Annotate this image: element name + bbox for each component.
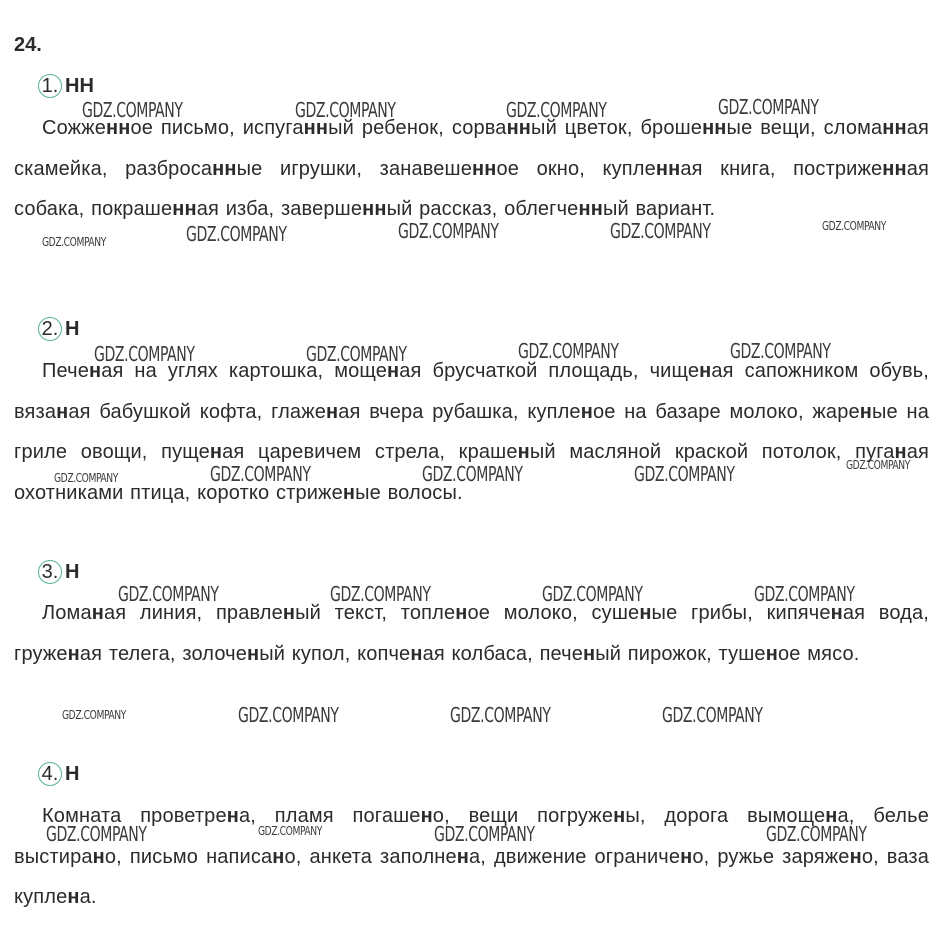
highlighted-letters: н (67, 886, 80, 908)
highlighted-letters: нн (362, 198, 387, 220)
watermark: GDZ.COMPANY (398, 219, 499, 243)
section-label: Н (65, 561, 80, 583)
highlighted-letters: н (455, 602, 468, 624)
watermark: GDZ.COMPANY (42, 235, 106, 249)
highlighted-letters: н (326, 400, 339, 423)
highlighted-letters: н (92, 845, 105, 868)
highlighted-letters: нн (655, 157, 681, 180)
highlighted-letters: нн (212, 157, 237, 180)
watermark: GDZ.COMPANY (295, 98, 396, 122)
highlighted-letters: н (680, 845, 693, 868)
watermark: GDZ.COMPANY (542, 582, 643, 606)
highlighted-letters: н (410, 642, 423, 665)
section-4-text: Комната проветрена, пламя погашено, вещи погружены, дорога вымощена, белье выстирано, письмо написано, анкета заполнена, движение ограничено, ружье заряжено, ваза куплена. (14, 805, 929, 908)
highlighted-letters: н (67, 642, 80, 665)
highlighted-letters: н (226, 805, 239, 827)
highlighted-letters: н (456, 845, 469, 868)
section-number: 4. (38, 762, 62, 786)
exercise-number: 24. (14, 34, 42, 56)
section-3-heading (38, 560, 79, 584)
watermark: GDZ.COMPANY (238, 703, 339, 727)
section-1-heading (38, 74, 94, 98)
watermark: GDZ.COMPANY (62, 708, 126, 722)
watermark: GDZ.COMPANY (94, 342, 195, 366)
watermark: GDZ.COMPANY (434, 822, 535, 846)
highlighted-letters: нн (472, 157, 497, 180)
section-number: 2. (38, 317, 62, 341)
highlighted-letters: н (849, 845, 862, 868)
highlighted-letters: н (247, 642, 260, 665)
watermark: GDZ.COMPANY (518, 339, 619, 363)
watermark: GDZ.COMPANY (846, 458, 910, 472)
watermark: GDZ.COMPANY (730, 339, 831, 363)
watermark: GDZ.COMPANY (82, 98, 183, 122)
section-1-text: Сожженное письмо, испуганный ребенок, сорванный цветок, брошенные вещи, сломанная скамейка, разбросанные игрушки, занавешенное окно, купленная книга, постриженная собака, покрашенная изба, завершенный рассказ, облегченный вариант. (14, 117, 930, 220)
watermark: GDZ.COMPANY (718, 95, 819, 119)
highlighted-letters: н (825, 805, 838, 827)
section-number: 1. (38, 74, 62, 98)
watermark: GDZ.COMPANY (450, 703, 551, 727)
watermark: GDZ.COMPANY (822, 219, 886, 233)
highlighted-letters: н (387, 360, 400, 382)
watermark: GDZ.COMPANY (754, 582, 855, 606)
highlighted-letters: нн (506, 117, 532, 139)
highlighted-letters: нн (105, 117, 131, 139)
watermark: GDZ.COMPANY (258, 824, 322, 838)
highlighted-letters: н (91, 602, 104, 624)
highlighted-letters: нн (702, 117, 727, 139)
highlighted-letters: н (830, 602, 843, 624)
highlighted-letters: н (859, 400, 872, 423)
highlighted-letters: н (272, 845, 285, 868)
highlighted-letters: н (88, 360, 102, 382)
watermark: GDZ.COMPANY (634, 462, 735, 486)
watermark: GDZ.COMPANY (330, 582, 431, 606)
watermark: GDZ.COMPANY (46, 822, 147, 846)
highlighted-letters: н (639, 602, 652, 624)
highlighted-letters: н (517, 441, 530, 463)
highlighted-letters: н (580, 400, 593, 423)
watermark: GDZ.COMPANY (210, 462, 311, 486)
highlighted-letters: н (583, 642, 596, 665)
highlighted-letters: н (209, 441, 223, 463)
watermark: GDZ.COMPANY (766, 822, 867, 846)
highlighted-letters: н (342, 481, 356, 504)
watermark: GDZ.COMPANY (422, 462, 523, 486)
watermark: GDZ.COMPANY (118, 582, 219, 606)
watermark: GDZ.COMPANY (54, 471, 118, 485)
highlighted-letters: н (699, 360, 712, 382)
highlighted-letters: н (282, 602, 296, 624)
section-label: Н (65, 318, 80, 340)
highlighted-letters: н (765, 642, 778, 665)
section-label: Н (65, 763, 80, 785)
watermark: GDZ.COMPANY (506, 98, 607, 122)
highlighted-letters: нн (882, 157, 907, 180)
section-3-text: Ломаная линия, правленый текст, топленое молоко, сушеные грибы, кипяченая вода, груженая телега, золоченый купол, копченая колбаса, печеный пирожок, тушеное мясо. (14, 602, 929, 665)
watermark: GDZ.COMPANY (186, 222, 287, 246)
watermark: GDZ.COMPANY (306, 342, 407, 366)
section-number: 3. (38, 560, 62, 584)
highlighted-letters: н (420, 805, 433, 827)
section-2-heading (38, 317, 79, 341)
highlighted-letters: нн (882, 117, 907, 139)
watermark: GDZ.COMPANY (610, 219, 711, 243)
highlighted-letters: нн (172, 198, 197, 220)
highlighted-letters: н (894, 441, 907, 463)
section-4-heading (38, 762, 79, 786)
section-label: НН (65, 75, 94, 97)
highlighted-letters: н (56, 400, 69, 423)
watermark: GDZ.COMPANY (662, 703, 763, 727)
section-2-text: Печеная на углях картошка, мощеная брусчаткой площадь, чищеная сапожником обувь, вязаная бабушкой кофта, глаженая вчера рубашка, купленое на базаре молоко, жареные на гриле овощи, пущеная царевичем стрела, крашеный масляной краской потолок, пуганая охотниками птица, коротко стриженые волосы. (14, 360, 929, 504)
highlighted-letters: н (613, 805, 626, 827)
highlighted-letters: нн (303, 117, 329, 139)
highlighted-letters: нн (578, 198, 603, 220)
